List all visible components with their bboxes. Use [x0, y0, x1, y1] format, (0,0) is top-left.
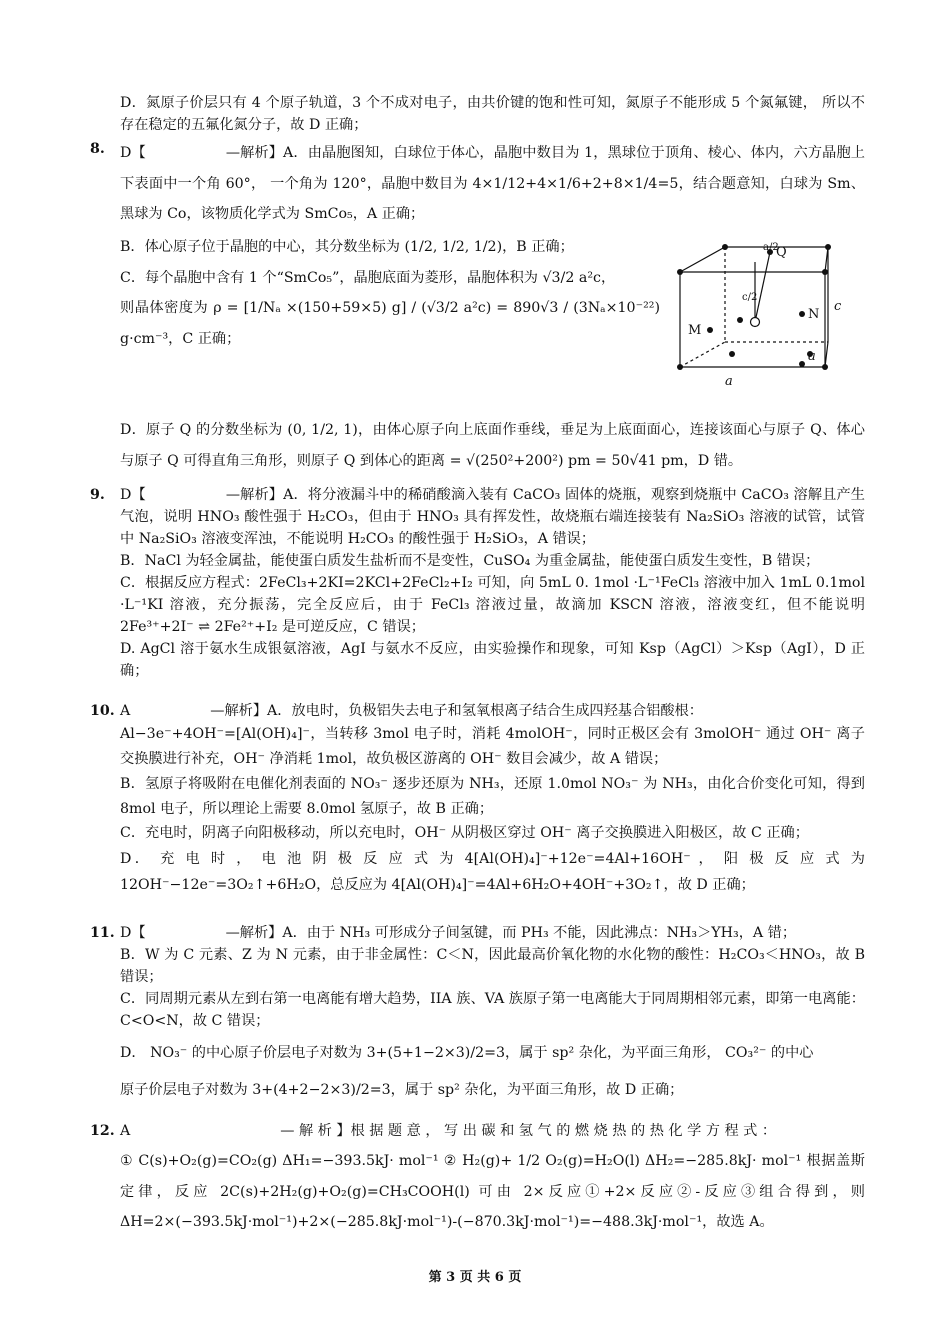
q9-line-a: A．将分液漏斗中的稀硝酸滴入装有 CaCO₃ 固体的烧瓶，观察到烧瓶中 CaCO₃ 溶解且产生气泡，说明 HNO₃ 酸性强于 H₂CO₃，但由于 HNO₃ 具有挥发性，故烧瓶右端连接装有 Na₂SiO₃ 溶液的试管，试管中 Na₂SiO₃ 溶液变浑浊，不能说明 H₂CO₃ 的酸性强于 H₂SiO₃，A 错误； [120, 487, 865, 547]
q8-line-a: A．由晶胞图知，白球位于体心，晶胞中数目为 1，黑球位于顶角、棱心、体内，六方晶胞上下表面中一个角 60°， 一个角为 120°，晶胞中数目为 4×1/12+4×1/6+2+8×1/4=5，结合题意知，白球为 Sm、黑球为 Co，该物质化学式为 SmCo₅，A 正确； [120, 145, 865, 223]
q9-answer: D【 [120, 487, 146, 503]
q10-line-a1: A．放电时，负极铝失去电子和氢氧根离子结合生成四羟基合铝酸根： [267, 703, 703, 719]
q10-number: 10. [90, 703, 115, 719]
q10-answer: A [120, 703, 131, 719]
atom [822, 269, 828, 275]
q10-line-b: B．氢原子将吸附在电催化剂表面的 NO₃⁻ 逐步还原为 NH₃，还原 1.0mol NO₃⁻ 为 NH₃，由化合价变化可知，得到 8mol 电子，所以理论上需要 8.0mol 氢原子，故 B 正确； [120, 775, 865, 817]
q8-block [120, 138, 865, 230]
atom-body-center [751, 318, 760, 327]
label-m: M [688, 323, 702, 338]
q9-line-d: D. AgCl 溶于氨水生成银氨溶液，AgI 与氨水不反应，由实验操作和现象，可知 Ksp（AgCl）＞Ksp（AgI），D 正确； [120, 641, 865, 679]
atom [729, 351, 735, 357]
atom [737, 317, 743, 323]
intro-d-text: D．氮原子价层只有 4 个原子轨道，3 个不成对电子，由共价键的饱和性可知，氮原子不能形成 5 个氮氟键， 所以不存在稳定的五氟化氮分子，故 D 正确； [120, 95, 865, 133]
q9-tag: —解析】 [225, 487, 284, 503]
q8-number: 8. [90, 141, 105, 157]
intro-option-d [120, 92, 865, 136]
q12-number: 12. [90, 1123, 115, 1139]
crystal-cell-svg [670, 242, 850, 392]
atom-n [799, 311, 805, 317]
atom [677, 364, 683, 370]
q8-line-c2: 则晶体密度为 ρ = [1/Nₐ ×(150+59×5) g] / (√3/2 a²c) = 890√3 / (3Nₐ×10⁻²²) g·cm⁻³，C 正确； [120, 300, 660, 347]
q9-line-c: C．根据反应方程式：2FeCl₃+2KI=2KCl+2FeCl₂+I₂ 可知，向 5mL 0. 1mol ·L⁻¹FeCl₃ 溶液中加入 1mL 0.1mol ·L⁻¹KI 溶液，充分振荡，完全反应后，由于 FeCl₃ 溶液过量，故滴加 KSCN 溶液，溶液变红，但不能说明 2Fe³⁺+2I⁻ ⇌ 2Fe²⁺+I₂ 是可逆反应，C 错误； [120, 575, 865, 635]
q11-line-d1: D． NO₃⁻ 的中心原子价层电子对数为 3+(5+1−2×3)/2=3，属于 sp² 杂化，为平面三角形， CO₃²⁻ 的中心 [120, 1045, 814, 1061]
label-c: c [834, 299, 842, 314]
q11-line-d2: 原子价层电子对数为 3+(4+2−2×3)/2=3，属于 sp² 杂化，为平面三角形，故 D 正确； [120, 1081, 684, 1098]
atom [677, 269, 683, 275]
q11-line-b: B．W 为 C 元素、Z 为 N 元素，由于非金属性：C＜N，因此最高价氧化物的水化物的酸性：H₂CO₃＜HNO₃，故 B 错误； [120, 947, 865, 985]
q10-block [120, 700, 865, 899]
atom [822, 364, 828, 370]
q8-answer: D【 [120, 145, 146, 161]
q8-tag: —解析】 [225, 145, 284, 161]
q8-line-d: D．原子 Q 的分数坐标为 (0, 1/2, 1)，由体心原子向上底面作垂线，垂足为上底面面心，连接该面心与原子 Q、体心与原子 Q 可得直角三角形，则原子 Q 到体心的距离 = √(250²+200²) pm = 50√41 pm，D 错。 [120, 422, 865, 469]
q8-line-c1: C．每个晶胞中含有 1 个“SmCo₅”，晶胞底面为菱形，晶胞体积为 √3/2 a²c， [120, 269, 616, 286]
q12-line-2: ① C(s)+O₂(g)=CO₂(g) ΔH₁=−393.5kJ· mol⁻¹ ② H₂(g)+ 1/2 O₂(g)=H₂O(l) ΔH₂=−285.8kJ· mol⁻¹ 根据盖斯定律，反应 2C(s)+2H₂(g)+O₂(g)=CH₃COOH(l) 可由 2×反应①+2×反应②-反应③组合得到，则 ΔH=2×(−393.5kJ·mol⁻¹)+2×(−285.8kJ·mol⁻¹)-(−870.3kJ·mol⁻¹)=−488.3kJ·mol⁻¹，故选 A。 [120, 1153, 865, 1231]
q8-line-b: B．体心原子位于晶胞的中心，其分数坐标为 (1/2, 1/2, 1/2)，B 正确； [120, 239, 574, 255]
q10-line-d: D． 充 电 时 ， 电 池 阴 极 反 应 式 为 4[Al(OH)₄]⁻+12e⁻=4Al+16OH⁻ ， 阳 极 反 应 式 为 12OH⁻−12e⁻=3O₂↑+6H₂O，总反应为 4[Al(OH)₄]⁻=4Al+6H₂O+4OH⁻+3O₂↑，故 D 正确； [120, 851, 865, 894]
q10-line-c: C．充电时，阴离子向阳极移动，所以充电时，OH⁻ 从阴极区穿过 OH⁻ 离子交换膜进入阳极区，故 C 正确； [120, 825, 809, 842]
q12-answer: A [120, 1123, 131, 1139]
q11-number: 11. [90, 925, 115, 941]
q12-line-1: 根 据 题 意 ， 写 出 碳 和 氢 气 的 燃 烧 热 的 热 化 学 方 程 式 ： [350, 1123, 777, 1139]
q8-block-b [120, 232, 660, 354]
q10-line-a2: Al−3e⁻+4OH⁻=[Al(OH)₄]⁻，当转移 3mol 电子时，消耗 4molOH⁻，同时正极区会有 3molOH⁻ 通过 OH⁻ 离子交换膜进行补充，OH⁻ 净消耗 1mol，故负极区游离的 OH⁻ 数目会减少，故 A 错误； [120, 726, 865, 767]
cell-hidden-diag [680, 342, 725, 367]
q9-line-b: B．NaCl 为轻金属盐，能使蛋白质发生盐析而不是变性，CuSO₄ 为重金属盐，能使蛋白质发生变性，B 错误； [120, 553, 820, 569]
cell-top-face [680, 247, 828, 272]
q9-number: 9. [90, 487, 105, 503]
atom [722, 244, 728, 250]
label-a-half: a/2 [763, 242, 779, 253]
q11-answer: D【 [120, 925, 146, 941]
crystal-cell-figure [670, 242, 850, 392]
q8-block-d [120, 415, 865, 476]
label-a-front: a [725, 374, 733, 389]
page-footer: 第 3 页 共 6 页 [428, 1270, 522, 1285]
atom [825, 244, 831, 250]
q9-block [120, 484, 865, 682]
atom-m [707, 327, 713, 333]
q11-block [120, 922, 865, 1105]
q10-tag: —解析】 [210, 703, 268, 719]
q11-line-a: A．由于 NH₃ 可形成分子间氢键，而 PH₃ 不能，因此沸点：NH₃＞YH₃，A 错； [282, 925, 797, 941]
label-n: N [808, 307, 820, 322]
label-a-side: a [808, 349, 816, 364]
q12-block [120, 1120, 865, 1238]
q11-line-c: C．同周期元素从左到右第一电离能有增大趋势，IIA 族、VA 族原子第一电离能大于同周期相邻元素，即第一电离能：C<O<N，故 C 错误； [120, 991, 865, 1029]
q11-tag: —解析】 [225, 925, 283, 941]
atom [799, 361, 805, 367]
cell-q-line [755, 252, 770, 322]
label-q: Q [776, 245, 787, 260]
q12-tag: — 解 析 】 [280, 1123, 351, 1139]
label-c-half: c/2 [742, 292, 758, 303]
